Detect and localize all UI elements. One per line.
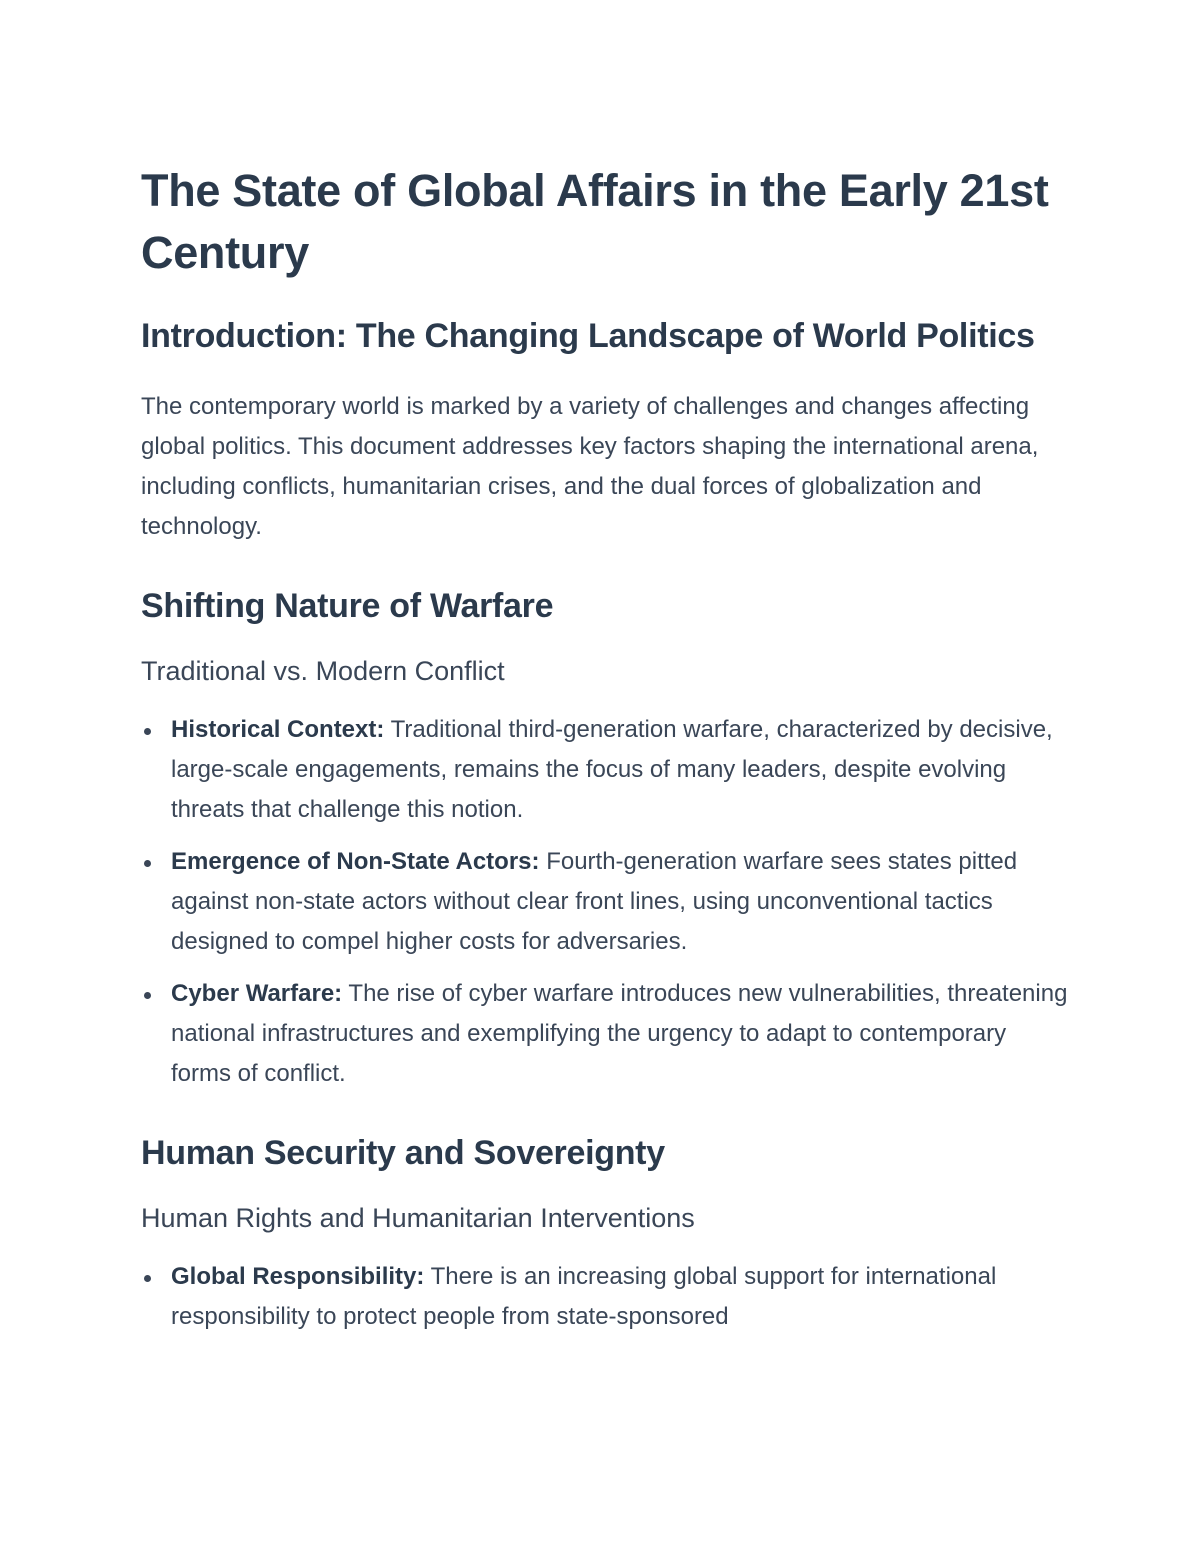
warfare-heading: Shifting Nature of Warfare bbox=[141, 587, 554, 625]
security-list bbox=[141, 1257, 1071, 1337]
intro-heading: Introduction: The Changing Landscape of World Politics bbox=[141, 317, 1035, 355]
document-title: The State of Global Affairs in the Early 21st Century bbox=[141, 165, 1049, 278]
list-item: Emergence of Non-State Actors: Fourth-generation warfare sees states pitted against non-state actors without clear front lines, using unconventional tactics designed to compel higher costs for adversaries. bbox=[141, 842, 1071, 962]
list-item: Cyber Warfare: The rise of cyber warfare introduces new vulnerabilities, threatening national infrastructures and exemplifying the urgency to adapt to contemporary forms of conflict. bbox=[141, 974, 1071, 1094]
bullet-icon bbox=[144, 728, 151, 735]
document-page bbox=[141, 160, 1071, 1337]
security-heading: Human Security and Sovereignty bbox=[141, 1134, 665, 1172]
list-item-label: Emergence of Non-State Actors bbox=[171, 848, 532, 875]
list-item-text: Traditional third-generation warfare, characterized by decisive, large-scale engagements, remains the focus of many leaders, despite evolving threats that challenge this notion. bbox=[171, 716, 1053, 823]
intro-paragraph: The contemporary world is marked by a variety of challenges and changes affecting global politics. This document addresses key factors shaping the international arena, including conflicts, humanitarian crises, and the dual forces of globalization and technology. bbox=[141, 393, 1039, 540]
warfare-list bbox=[141, 710, 1071, 1094]
list-item-text: Fourth-generation warfare sees states pitted against non-state actors without clear front lines, using unconventional tactics designed to compel higher costs for adversaries. bbox=[171, 848, 1018, 955]
bullet-icon bbox=[144, 860, 151, 867]
list-item-text: The rise of cyber warfare introduces new vulnerabilities, threatening national infrastructures and exemplifying the urgency to adapt to contemporary forms of conflict. bbox=[171, 980, 1068, 1087]
list-item-label: Global Responsibility bbox=[171, 1263, 417, 1290]
bullet-icon bbox=[144, 1275, 151, 1282]
list-item-text: There is an increasing global support for international responsibility to protect people from state-sponsored bbox=[171, 1263, 997, 1330]
list-item-label: Historical Context bbox=[171, 716, 377, 743]
warfare-subheading: Traditional vs. Modern Conflict bbox=[141, 656, 505, 686]
bullet-icon bbox=[144, 992, 151, 999]
list-item: Global Responsibility: There is an increasing global support for international responsibility to protect people from state-sponsored bbox=[141, 1257, 1071, 1337]
list-item: Historical Context: Traditional third-generation warfare, characterized by decisive, large-scale engagements, remains the focus of many leaders, despite evolving threats that challenge this notion. bbox=[141, 710, 1071, 830]
list-item-label: Cyber Warfare bbox=[171, 980, 335, 1007]
security-subheading: Human Rights and Humanitarian Interventions bbox=[141, 1203, 695, 1233]
